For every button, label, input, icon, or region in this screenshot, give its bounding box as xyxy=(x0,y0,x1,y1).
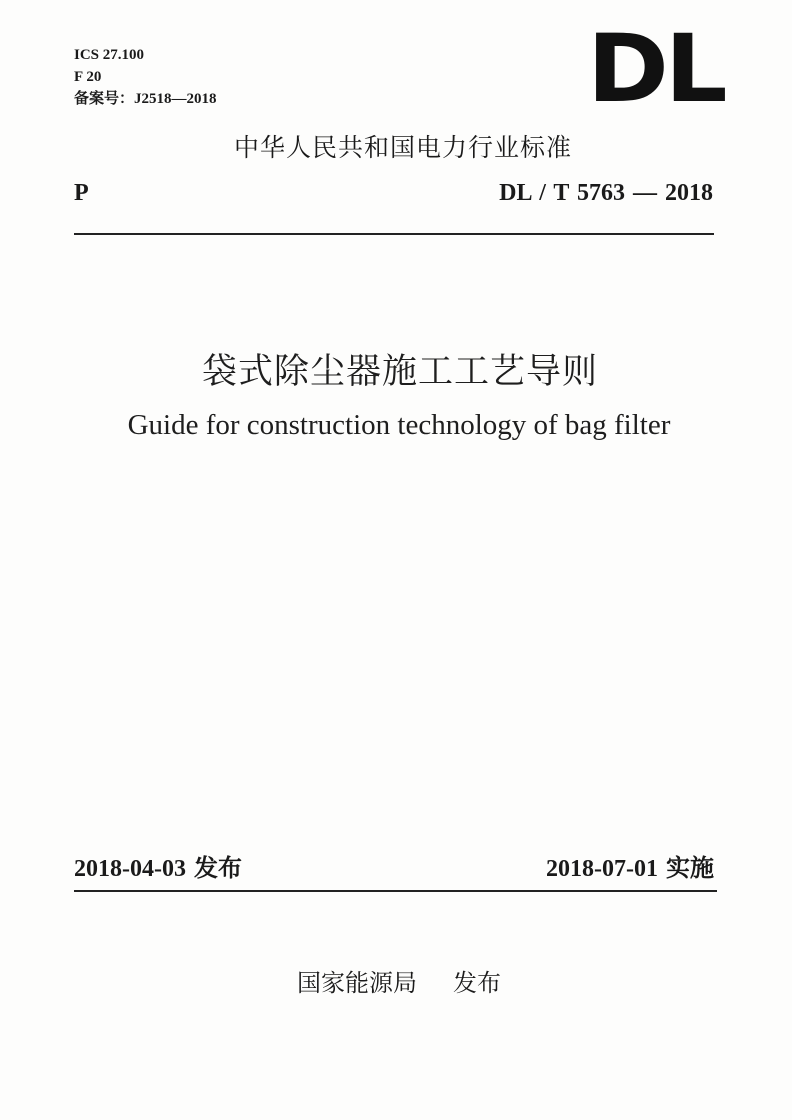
standard-organization: 中华人民共和国电力行业标准 xyxy=(233,133,572,162)
title-english: Guide for construction technology of bag filter xyxy=(127,409,671,441)
issue-date-block xyxy=(74,848,242,883)
publisher-action: 发布 xyxy=(453,969,501,997)
issue-label: 发布 xyxy=(193,854,242,882)
ics-code: ICS 27.100 xyxy=(74,47,145,63)
record-number: 备案号：J2518—2018 xyxy=(74,91,217,107)
bottom-divider xyxy=(74,890,717,892)
ccs-code: F 20 xyxy=(74,69,102,85)
top-divider xyxy=(74,233,714,235)
publisher-block xyxy=(0,963,792,998)
implement-label: 实施 xyxy=(666,854,714,882)
issue-date: 2018-04-03 xyxy=(74,856,186,882)
standard-number: DL / T 5763 — 2018 xyxy=(499,180,713,206)
title-chinese: 袋式除尘器施工工艺导则 xyxy=(201,352,598,392)
classification-letter: P xyxy=(74,180,89,206)
publisher-name: 国家能源局 xyxy=(297,969,417,997)
implement-date-block xyxy=(546,848,714,883)
implement-date: 2018-07-01 xyxy=(546,856,658,882)
dl-logo: DL xyxy=(587,15,724,124)
